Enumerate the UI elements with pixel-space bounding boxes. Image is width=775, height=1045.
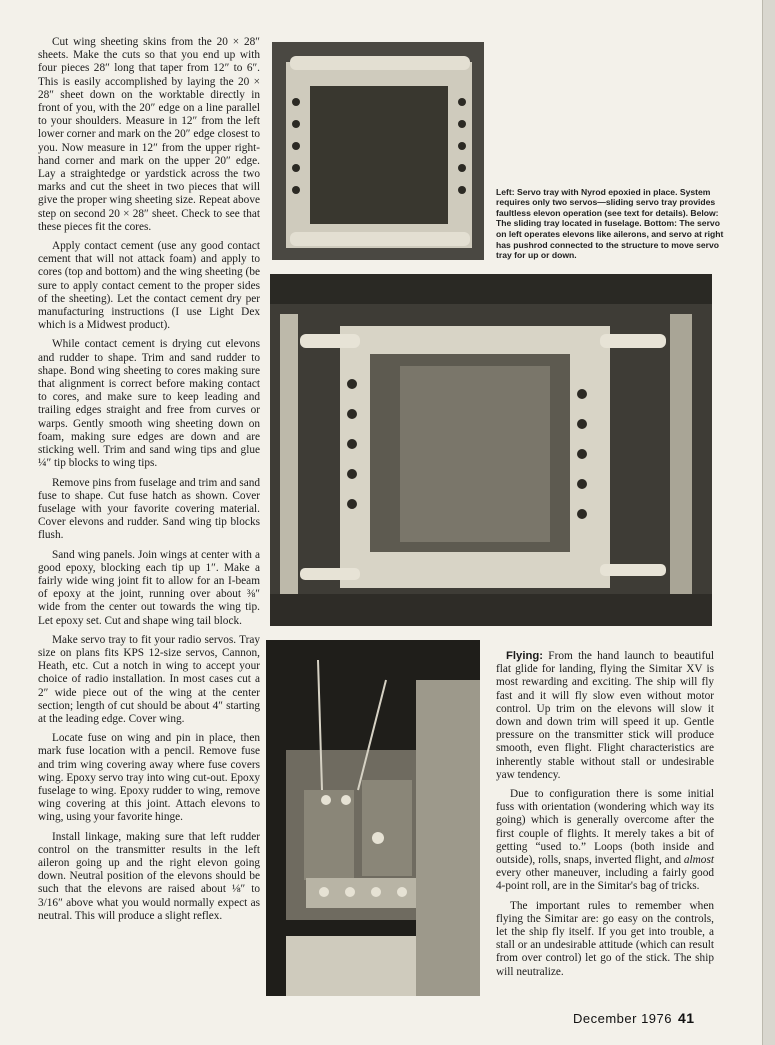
issue-date: December 1976 (573, 1011, 672, 1026)
page-edge (762, 0, 775, 1045)
paragraph-rules: The important rules to remember when flying the Simitar are: go easy on the controls, let the ship fly itself. If you get into trouble, a stall or an undesirable attitude (which can result from over control) let go of the stick. The ship will neutralize. (496, 899, 714, 978)
orientation-text-b: every other maneuver, including a fairly good 4-point roll, are in the Simitar's bag of tricks. (496, 867, 714, 893)
paragraph-wing-panels: Sand wing panels. Join wings at center with a good epoxy, blocking each tip up 1″. Make a fairly wide wing joint fit to allow for an I-beam of epoxy at the joint, running over about ⅜″ wide from the center out towards the wing tip. Let epoxy set. Cut and shape wing tail block. (38, 548, 260, 627)
paragraph-contact-cement: Apply contact cement (use any good contact cement that will not attack foam) and apply to cores (top and bottom) and the wing sheeting (be sure to apply contact cement to the proper sides of the sheeting). Let the contact cement dry per manufacturing instructions (I use Light Dex which is a Midwest product). (38, 240, 260, 332)
orientation-text-a: Due to configuration there is some initial fuss with orientation (wondering which way its going) which is generally overcome after the first couple of flights. It merely takes a bit of getting “used to.” Loops (both inside and outside), rolls, snaps, inverted flight, and (496, 788, 714, 867)
left-text-column (38, 36, 260, 929)
photo-servos (266, 640, 480, 996)
orientation-italic: almost (683, 854, 714, 867)
paragraph-orientation (496, 788, 714, 894)
paragraph-wing-sheeting: Cut wing sheeting skins from the 20 × 28″ sheets. Make the cuts so that you end up with four pieces 28″ long that taper from 12″ to 6″. This is easily accomplished by laying the 20 × 28″ sheet down on the worktable directly in front of you, with the 20″ edge on a line parallel to your shoulders. Measure in 12″ from the left lower corner and mark on the 20″ edge closest to you. Now measure in 12″ from the upper right-hand corner and mark on the upper 20″ edge. Lay a straightedge or yardstick across the two marks and cut the sheet in two pieces that will give the proper wing sheeting size. Repeat above step on second 20 × 28″ sheet. Check to see that these pieces fit the cores. (38, 36, 260, 233)
page-footer (573, 1010, 695, 1026)
flying-heading: Flying: (506, 650, 544, 662)
paragraph-linkage: Install linkage, making sure that left rudder control on the transmitter results in the left aileron going up and the right elevon going down. Neutral position of the elevons should be such that the elevons are raised about ⅛″ to 3/16″ above what you would normally expect as neutral. This will produce a slight reflex. (38, 830, 260, 922)
paragraph-fuselage: Remove pins from fuselage and trim and sand fuse to shape. Cut fuse hatch as shown. Cover fuselage with your favorite covering material. Cover elevons and rudder. Sand wing tip blocks flush. (38, 476, 260, 542)
paragraph-locate-fuse: Locate fuse on wing and pin in place, then mark fuse location with a pencil. Remove fuse and trim wing covering away where fuse covers wing. Epoxy servo tray into wing cut-out. Epoxy fuselage to wing. Epoxy rudder to wing, remove wing covering at this joint. Attach elevons to wing, using your favorite hinge. (38, 732, 260, 824)
right-text-column (496, 650, 714, 985)
photo-servo-tray (272, 42, 484, 260)
page-number: 41 (678, 1010, 695, 1026)
photo-sliding-tray (270, 274, 712, 626)
paragraph-flying (496, 650, 714, 782)
paragraph-elevons-rudder: While contact cement is drying cut elevons and rudder to shape. Trim and sand rudder to shape. Bond wing sheeting to cores making sure that alignment is correct before making contact to cores, and make sure to keep leading and trailing edges straight and free from curves or warps. Gently smooth wing sheeting down on foam, making sure edges are down and are sticking well. Trim and sand wing tips and glue ¼″ tip blocks to wing tips. (38, 338, 260, 470)
paragraph-servo-tray: Make servo tray to fit your radio servos. Tray size on plans fits KPS 12-size servos, Cannon, Heath, etc. Cut a notch in wing to accept your choice of radio installation. In most cases cut a 2″ wide piece out of the wing at the center section; length of cut should be about 4″ starting at the leading edge. Cover wing. (38, 633, 260, 725)
photo-caption: Left: Servo tray with Nyrod epoxied in place. System requires only two servos—sliding servo tray provides faultless elevon operation (see text for details). Below: The sliding tray located in fuselage. Bottom: The servo on left operates elevons like ailerons, and servo at right has pushrod connected to the structure to move servo tray for up or down. (496, 186, 724, 261)
flying-body: From the hand launch to beautiful flat glide for landing, flying the Simitar XV is most rewarding and exciting. The ship will fly fast and it will fly slow even without motor control. Up trim on the elevons will slow it down and down trim will speed it up. Gentle pressure on the transmitter stick will produce smooth, even flight. Flight characteristics are inherently stable without stall or undesirable yaw tendency. (496, 650, 714, 781)
